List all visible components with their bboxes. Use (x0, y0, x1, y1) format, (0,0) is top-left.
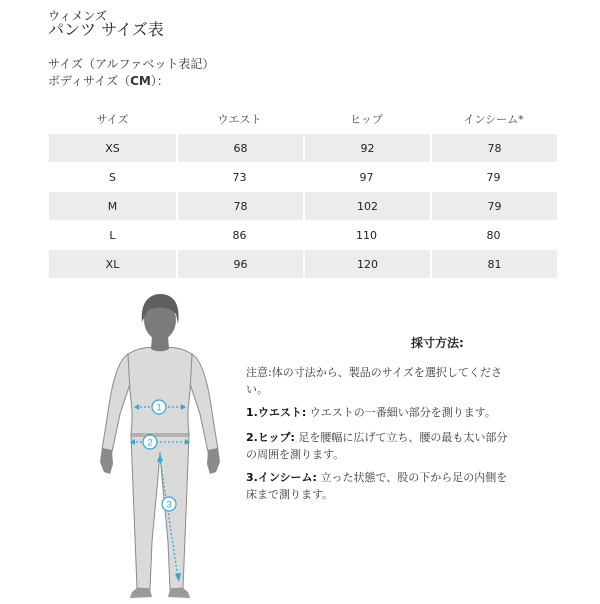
step-hip-text: 足を腰幅に広げて立ち、腰の最も太い部分の周囲を測ります。 (246, 431, 508, 461)
cell-inseam: 79 (430, 192, 557, 220)
body-size-suffix: ）： (150, 74, 169, 88)
table-row (49, 134, 557, 162)
table-row (49, 192, 557, 220)
how-to-measure-heading: 採寸方法: (411, 336, 464, 350)
step-inseam (246, 469, 508, 503)
cell-hip: 97 (359, 170, 374, 184)
svg-text:2: 2 (147, 437, 153, 448)
measurement-figure (90, 292, 230, 600)
step-inseam-text: 立った状態で、股の下から足の内側を床まで測ります。 (246, 471, 508, 501)
table-header-row (49, 105, 557, 133)
table-row (49, 250, 557, 278)
step-waist-label: 1.ウエスト: (246, 406, 307, 419)
size-notation-note: サイズ（アルファベット表記） (48, 57, 215, 71)
cell-size: L (109, 228, 116, 242)
svg-text:3: 3 (166, 499, 172, 510)
sizing-note: 注意:体の寸法から、製品のサイズを選択してください。 (246, 366, 502, 396)
step-hip-label: 2.ヒップ: (246, 431, 295, 444)
step-inseam-label: 3.インシーム: (246, 471, 317, 484)
step-hip (246, 429, 508, 463)
body-silhouette-icon (90, 292, 230, 600)
body-size-label (48, 74, 169, 88)
cell-hip: 92 (303, 134, 430, 162)
cell-waist: 96 (176, 250, 303, 278)
size-table (49, 105, 557, 279)
column-header-inseam: インシーム* (463, 113, 524, 126)
column-header-size: サイズ (96, 113, 129, 126)
cell-waist: 78 (176, 192, 303, 220)
step-waist (246, 404, 508, 421)
table-row (49, 163, 557, 191)
svg-text:1: 1 (156, 402, 162, 413)
cell-inseam: 78 (430, 134, 557, 162)
cell-size: M (49, 192, 176, 220)
body-size-unit: CM (130, 74, 151, 88)
cell-size: S (109, 170, 116, 184)
cell-size: XS (49, 134, 176, 162)
page-title: パンツ サイズ表 (48, 20, 164, 39)
cell-inseam: 79 (486, 170, 501, 184)
cell-waist: 68 (176, 134, 303, 162)
cell-inseam: 81 (430, 250, 557, 278)
cell-hip: 120 (303, 250, 430, 278)
cell-waist: 73 (232, 170, 247, 184)
column-header-waist: ウエスト (217, 113, 262, 126)
cell-inseam: 80 (486, 228, 501, 242)
cell-size: XL (49, 250, 176, 278)
body-size-prefix: ボディサイズ（ (48, 74, 131, 88)
step-waist-text: ウエストの一番細い部分を測ります。 (306, 406, 496, 419)
cell-hip: 102 (303, 192, 430, 220)
page-subtitle: ウィメンズ (48, 9, 107, 23)
cell-waist: 86 (232, 228, 247, 242)
table-row (49, 221, 557, 249)
cell-hip: 110 (356, 228, 377, 242)
column-header-hip: ヒップ (350, 113, 383, 126)
